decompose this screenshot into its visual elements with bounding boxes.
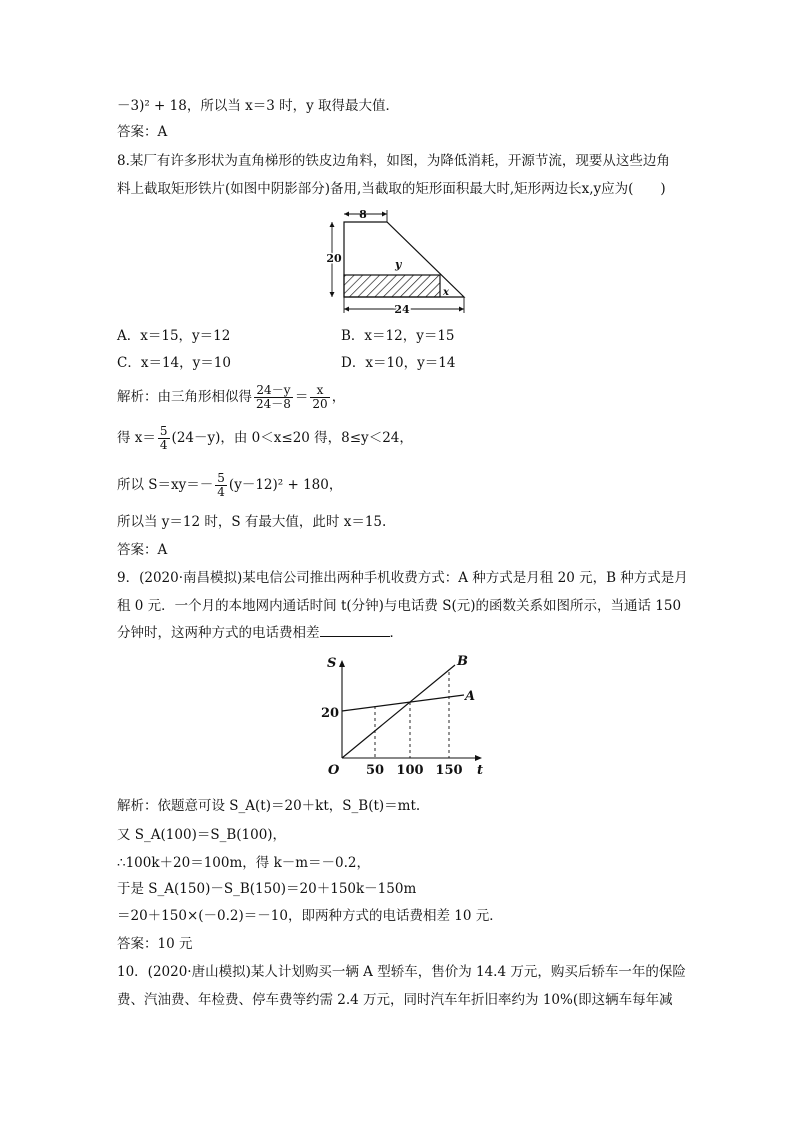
question-10-stem-cont: 费、汽油费、年检费、停车费等约需 2.4 万元，同时汽车年折旧率约为 10%(即这辆车每年减 — [117, 992, 673, 1008]
question-9-stem: 9．(2020·南昌模拟)某电信公司推出两种手机收费方式：A 种方式是月租 20 元，B 种方式是月 — [117, 570, 688, 586]
question-8-stem: 8.某厂有许多形状为直角梯形的铁皮边角料，如图，为降低消耗，开源节流，现要从这些边角 — [117, 153, 670, 169]
x-tick-100: 100 — [396, 763, 424, 778]
trapezoid-figure — [322, 205, 472, 317]
solution-line-5: ＝20＋150×(－0.2)＝－10，即两种方式的电话费相差 10 元． — [117, 908, 503, 924]
solution-line-2: 得 x＝ $\frac{5}{4}$ (24－y)，由 0＜x≤20 得，8≤y＜24， — [117, 424, 413, 452]
question-9-stem-cont2: 分钟时，这两种方式的电话费相差 ． — [117, 625, 403, 641]
cost-graph — [318, 650, 493, 778]
option-a: A．x＝15，y＝12 — [117, 328, 231, 344]
line-a-label: A — [465, 689, 476, 704]
shaded-rectangle — [344, 275, 440, 297]
option-b: B．x＝12，y＝15 — [341, 328, 455, 344]
line-a — [342, 695, 464, 711]
answer-line: 答案：A — [117, 542, 168, 558]
origin-label: O — [328, 763, 340, 778]
solution-line-1: 解析：依题意可设 S_A(t)＝20＋kt，S_B(t)＝mt. — [117, 798, 421, 814]
solution-line-1: 解析：由三角形相似得 $\frac{24-y}{24-8}$ ＝ $\frac{x}{20}$ ， — [117, 383, 346, 411]
dim-height-label: 20 — [326, 252, 342, 265]
question-9-stem-cont: 租 0 元．一个月的本地网内通话时间 t(分钟)与电话费 S(元)的函数关系如图所示，当通话 150 — [117, 598, 682, 614]
line-b — [342, 665, 455, 758]
answer-line: 答案：10 元 — [117, 936, 193, 952]
text-line: －3)² + 18，所以当 x＝3 时，y 取得最大值． — [117, 98, 400, 114]
answer-line: 答案：A — [117, 124, 168, 140]
dim-bottom-label: 24 — [394, 303, 410, 316]
solution-line-4: 于是 S_A(150)－S_B(150)＝20＋150k－150m — [117, 881, 417, 897]
option-d: D．x＝10，y＝14 — [341, 355, 456, 371]
question-10-stem: 10．(2020·唐山模拟)某人计划购买一辆 A 型轿车，售价为 14.4 万元，购买后轿车一年的保险 — [117, 964, 686, 980]
question-8-stem-cont: 料上截取矩形铁片(如图中阴影部分)备用,当截取的矩形面积最大时,矩形两边长x,y应为( ) — [117, 181, 666, 197]
line-b-label: B — [457, 654, 468, 669]
answer-blank — [320, 624, 390, 637]
solution-line-3: 所以 S＝xy＝－ $\frac{5}{4}$ (y－12)² + 180， — [117, 471, 343, 499]
x-axis-label: t — [477, 763, 484, 778]
solution-line-2: 又 S_A(100)＝S_B(100)， — [117, 827, 287, 843]
label-y: y — [395, 258, 402, 271]
x-tick-50: 50 — [365, 763, 385, 778]
dim-top-label: 8 — [359, 208, 367, 221]
y-tick-20: 20 — [321, 706, 340, 721]
solution-line-3: ∴100k＋20＝100m，得 k－m＝－0.2， — [117, 855, 371, 871]
x-tick-150: 150 — [435, 763, 463, 778]
solution-line-4: 所以当 y＝12 时，S 有最大值，此时 x＝15. — [117, 514, 387, 530]
label-x: x — [443, 287, 449, 298]
y-axis-label: S — [327, 656, 337, 671]
option-c: C．x＝14，y＝10 — [117, 355, 231, 371]
